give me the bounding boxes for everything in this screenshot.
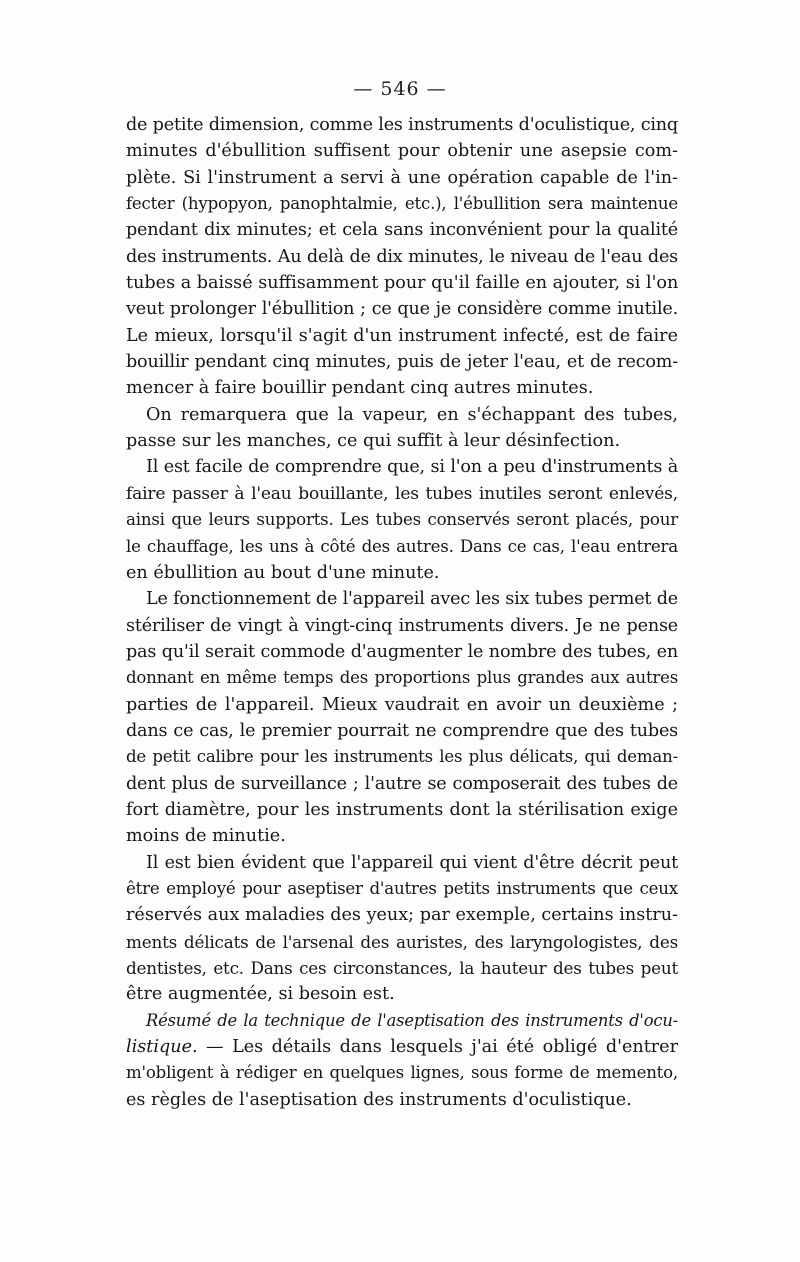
text-line: fort diamètre, pour les instruments dont la stérilisation exige: [126, 799, 678, 820]
text-line: réservés aux maladies des yeux; par exemple, certains instru-: [126, 905, 678, 926]
text-line: m'obligent à rédiger en quelques lignes, sous forme de memento,: [126, 1063, 678, 1083]
text-line: mencer à faire bouillir pendant cinq autres minutes.: [126, 378, 594, 399]
text-line: être augmentée, si besoin est.: [126, 984, 395, 1005]
text-line: le chauffage, les uns à côté des autres. Dans ce cas, l'eau entrera: [126, 536, 678, 556]
text-line: Il est bien évident que l'appareil qui vient d'être décrit peut: [146, 852, 678, 873]
text-line: de petit calibre pour les instruments les plus délicats, qui deman-: [126, 747, 678, 767]
text-line: donnant en même temps des proportions plus grandes aux autres: [126, 668, 678, 688]
text-line: On remarquera que la vapeur, en s'échappant des tubes,: [146, 404, 678, 425]
text-line: en ébullition au bout d'une minute.: [126, 562, 440, 583]
summary-line-2: [126, 1034, 678, 1060]
text-line: dentistes, etc. Dans ces circonstances, la hauteur des tubes peut: [126, 958, 678, 978]
text-line: de petite dimension, comme les instruments d'oculistique, cinq: [126, 115, 678, 135]
text-line: dans ce cas, le premier pourrait ne comprendre que des tubes: [126, 720, 678, 741]
text-line: ments délicats de l'arsenal des auristes, des laryngologistes, des: [126, 931, 678, 952]
text-line: fecter (hypopyon, panophtalmie, etc.), l'ébullition sera maintenue: [126, 194, 678, 214]
text-line: Le mieux, lorsqu'il s'agit d'un instrument infecté, est de faire: [126, 325, 678, 346]
text-line: Le fonctionnement de l'appareil avec les six tubes permet de: [146, 589, 678, 610]
page-number: — 546 —: [353, 78, 447, 100]
text-line: stériliser de vingt à vingt-cinq instruments divers. Je ne pense: [126, 615, 678, 636]
text-line: parties de l'appareil. Mieux vaudrait en avoir un deuxième ;: [126, 694, 678, 715]
text-line: bouillir pendant cinq minutes, puis de jeter l'eau, et de recom-: [126, 352, 678, 373]
text-line: veut prolonger l'ébullition ; ce que je considère comme inutile.: [126, 299, 678, 320]
text-line: tubes a baissé suffisamment pour qu'il faille en ajouter, si l'on: [126, 273, 679, 294]
text-line: moins de minutie.: [126, 826, 286, 847]
text-line: des instruments. Au delà de dix minutes, le niveau de l'eau des: [126, 246, 678, 267]
text-line: faire passer à l'eau bouillante, les tubes inutiles seront enlevés,: [126, 483, 678, 504]
text-line: ainsi que leurs supports. Les tubes conservés seront placés, pour: [126, 510, 678, 530]
text-line: être employé pour aseptiser d'autres petits instruments que ceux: [126, 878, 678, 898]
summary-text: — Les détails dans lesquels j'ai été obligé d'entrer: [197, 1037, 678, 1058]
text-line: minutes d'ébullition suffisent pour obtenir une asepsie com-: [126, 141, 678, 162]
text-line: dent plus de surveillance ; l'autre se composerait des tubes de: [126, 773, 678, 794]
summary-heading-line: Résumé de la technique de l'aseptisation des instruments d'ocu-: [146, 1010, 678, 1030]
summary-heading-end: listique.: [126, 1037, 198, 1058]
text-line: passe sur les manches, ce qui suffit à leur désinfection.: [126, 431, 621, 452]
text-line: es règles de l'aseptisation des instruments d'oculistique.: [126, 1089, 632, 1110]
text-line: Il est facile de comprendre que, si l'on a peu d'instruments à: [146, 457, 678, 478]
body-text: [126, 112, 678, 1113]
text-line: plète. Si l'instrument a servi à une opération capable de l'in-: [126, 167, 678, 188]
text-line: pas qu'il serait commode d'augmenter le nombre des tubes, en: [126, 641, 678, 662]
text-line: pendant dix minutes; et cela sans inconvénient pour la qualité: [126, 220, 678, 241]
